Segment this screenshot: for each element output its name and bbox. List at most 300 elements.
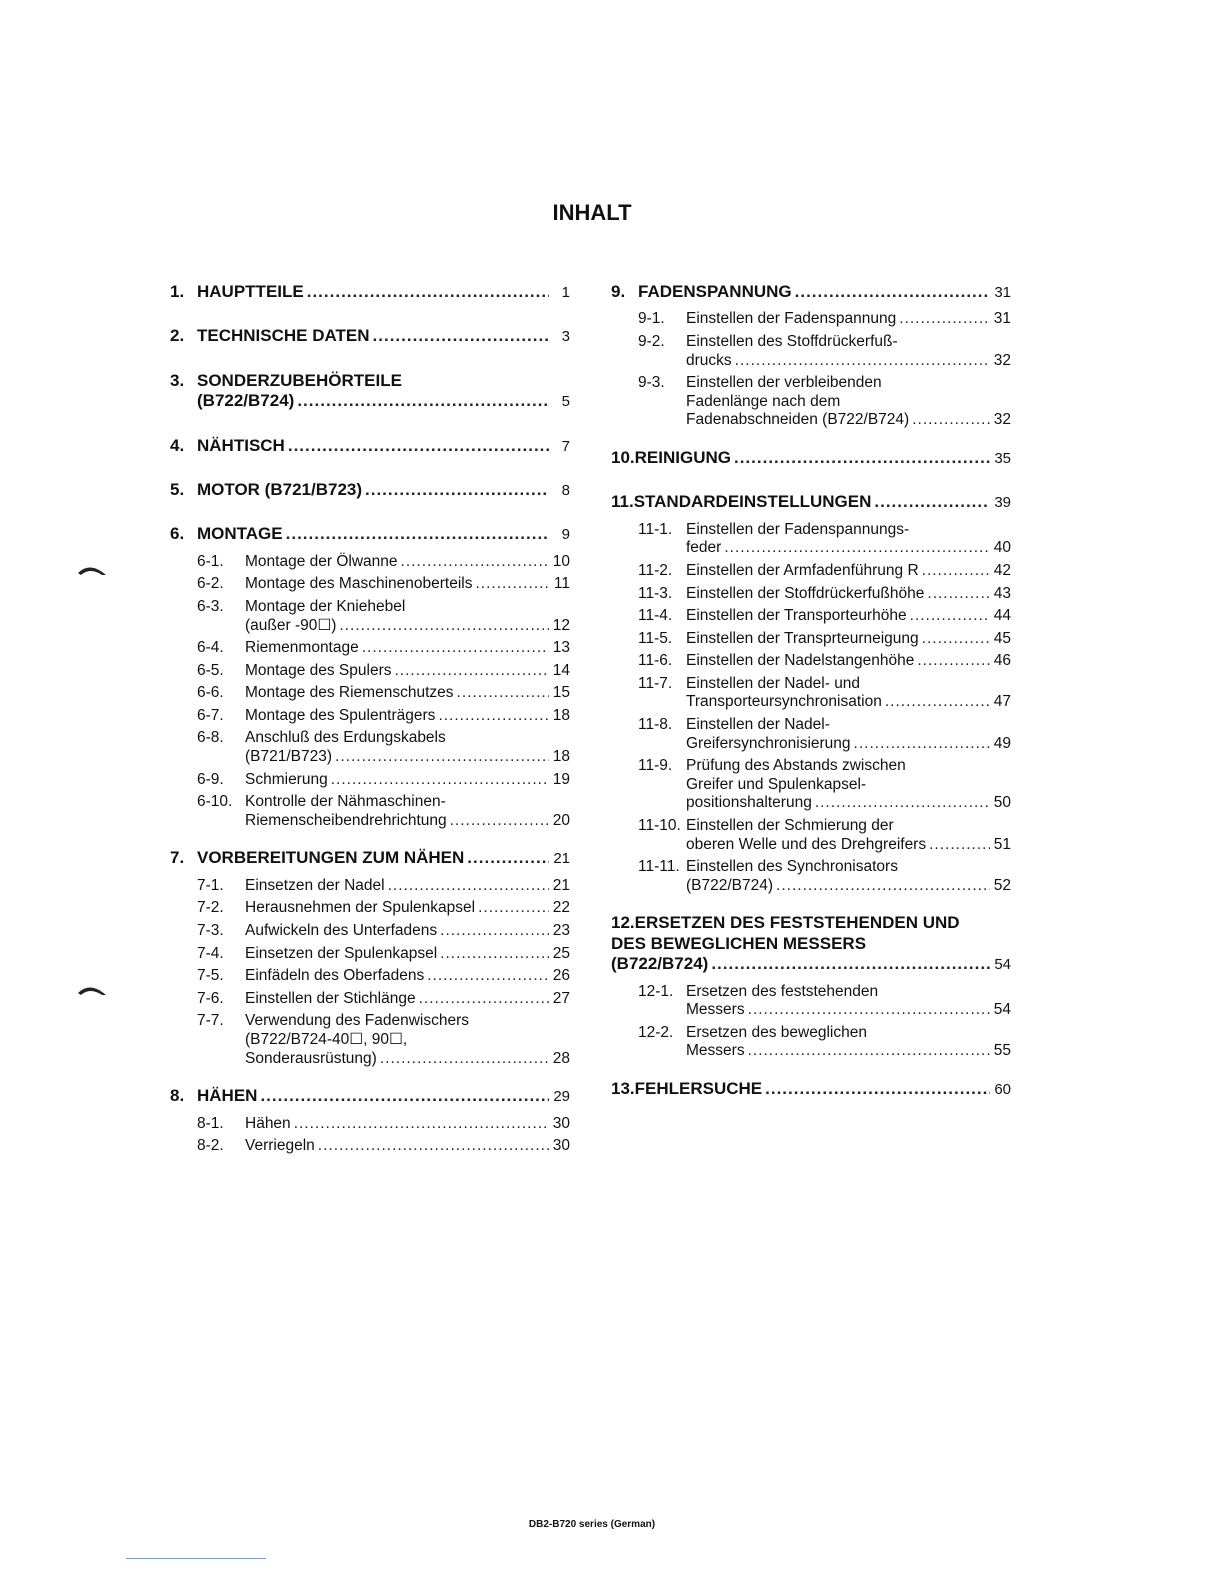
dot-leader [922,630,990,649]
dot-leader [929,836,990,855]
dot-leader [450,812,549,831]
section-line [611,1079,1011,1099]
page-number: 21 [552,876,570,894]
section-line [197,326,570,346]
toc-subsection[interactable] [197,639,570,658]
subsection-body [686,310,1011,329]
section-body [197,480,570,500]
dot-leader [380,1050,549,1069]
subsection-body [686,630,1011,649]
toc-subsection[interactable] [197,729,570,766]
subsection-line [245,598,570,617]
subsection-title: Prüfung des Abstands zwischen [686,757,906,775]
toc-subsection[interactable] [638,858,1011,895]
subsection-number: 8-2. [197,1137,224,1155]
dot-leader [388,877,549,896]
subsection-number: 11-3. [638,584,673,602]
toc-subsection[interactable] [197,899,570,918]
section-number: 6. [170,524,185,544]
toc-subsection[interactable] [638,607,1011,626]
section-body [197,848,570,868]
subsection-title: Anschluß des Erdungskabels [245,729,446,747]
subsection-line [245,617,570,636]
page-number: 44 [993,607,1011,625]
subsection-title: Riemenscheibendrehrichtung [245,811,447,829]
dot-leader [440,945,549,964]
section-line [197,848,570,868]
subsection-title: Einstellen der Stoffdrückerfußhöhe [686,584,925,602]
toc-section[interactable] [611,282,1011,302]
toc-section[interactable] [170,326,570,346]
dot-leader [294,1115,549,1134]
subsection-title: positionshalterung [686,794,812,812]
section-line [197,1086,570,1106]
page-number: 21 [553,850,570,868]
section-number: 8. [170,1086,185,1106]
page-number: 3 [561,328,570,346]
section-title: 10.REINIGUNG [611,447,731,467]
toc-section[interactable] [170,282,570,302]
subsection-title: feder [686,539,722,557]
subsection-line [245,922,570,941]
page-number: 47 [993,693,1011,711]
subsection-body [686,607,1011,626]
subsection-title: Ersetzen des feststehenden [686,982,879,1000]
subsection-title: Fadenlänge nach dem [686,392,841,410]
subsection-line [245,662,570,681]
subsection-body [686,652,1011,671]
section-body [197,1086,570,1106]
subsection-title: Einstellen der Nadel- [686,716,830,734]
dot-leader [373,326,549,346]
page-number: 5 [561,393,570,411]
dot-leader [854,735,990,754]
dot-leader [307,282,549,302]
section-number: 3. [170,370,185,390]
toc-subsection[interactable] [638,675,1011,712]
section-title: MONTAGE [197,524,283,544]
subsection-body [245,707,570,726]
page-number: 31 [994,284,1011,301]
section-line [611,954,1011,974]
dot-leader [765,1079,990,1099]
page-number: 22 [552,899,570,917]
binding-mark-icon [76,983,110,997]
page-number: 42 [993,561,1011,579]
page-number: 13 [552,639,570,657]
subsection-body [245,729,570,766]
section-number: 5. [170,479,185,499]
subsection-line [686,877,1011,896]
page-number: 19 [552,770,570,788]
section-body [611,448,1011,468]
toc-subsection[interactable] [638,757,1011,813]
dot-leader [297,391,549,411]
toc-subsection[interactable] [197,967,570,986]
section-title: (B722/B724) [611,954,709,974]
subsection-title: oberen Welle und des Drehgreifers [686,835,927,853]
subsection-body [686,374,1011,430]
subsection-title: Einstellen der Schmierung der [686,817,894,835]
subsection-title: Einstellen des Synchronisators [686,858,898,876]
subsection-line [245,877,570,896]
section-line [197,371,570,391]
subsection-number: 6-1. [197,552,224,570]
subsection-title: (B721/B723) [245,748,333,766]
toc-subsection[interactable] [638,652,1011,671]
toc-subsection[interactable] [638,310,1011,329]
subsection-title: Einstellen der Transporteurhöhe [686,607,907,625]
toc-subsection[interactable] [197,662,570,681]
toc-section[interactable] [611,492,1011,512]
subsection-number: 11-4. [638,607,673,625]
toc-subsection[interactable] [197,990,570,1009]
toc-subsection[interactable] [197,575,570,594]
toc-subsection[interactable] [638,716,1011,753]
section-number: 4. [170,435,185,455]
subsection-title: Einstellen der verbleibenden [686,374,882,392]
toc-subsection[interactable] [638,374,1011,430]
subsection-body [686,817,1011,854]
dot-leader [286,524,549,544]
section-body [197,436,570,456]
toc-subsection[interactable] [638,817,1011,854]
page-number: 55 [993,1042,1011,1060]
subsection-line [686,652,1011,671]
page-number: 8 [561,481,570,499]
dot-leader [427,967,549,986]
subsection-number: 11-11. [638,858,680,876]
toc-subsection[interactable] [197,553,570,572]
subsection-title: Herausnehmen der Spulenkapsel [245,899,476,917]
subsection-body [245,793,570,830]
subsection-line [245,771,570,790]
subsection-line [686,607,1011,626]
section-line [197,480,570,500]
subsection-line [245,1115,570,1134]
subsection-body [686,521,1011,558]
page-number: 14 [552,661,570,679]
subsection-number: 7-2. [197,899,224,917]
toc-section[interactable] [611,448,1011,468]
section-title: TECHNISCHE DATEN [197,326,370,346]
subsection-body [245,598,570,635]
subsection-line [686,776,1011,795]
subsection-title: Einsetzen der Spulenkapsel [245,944,438,962]
toc-left-column [170,282,570,1174]
section-title: 11.STANDARDEINSTELLUNGEN [611,492,872,512]
toc-section[interactable] [170,848,570,868]
toc-subsection[interactable] [197,598,570,635]
section-number: 2. [170,326,185,346]
section-title: FADENSPANNUNG [638,282,792,301]
subsection-body [686,983,1011,1020]
toc-section[interactable] [170,436,570,456]
subsection-title: Montage der Kniehebel [245,597,406,615]
dot-leader [776,877,990,896]
subsection-line [245,899,570,918]
subsection-line [245,729,570,748]
section-line [611,492,1011,512]
dot-leader [815,794,990,813]
subsection-line [245,748,570,767]
page-number: 30 [552,1114,570,1132]
dot-leader [419,990,549,1009]
subsection-title: Schmierung [245,770,328,788]
dot-leader [260,1086,549,1106]
dot-leader [922,562,990,581]
subsection-line [686,693,1011,712]
dot-leader [401,553,549,572]
dot-leader [478,899,549,918]
dot-leader [394,662,549,681]
subsection-line [245,707,570,726]
toc-subsection[interactable] [197,922,570,941]
section-line [611,913,1011,933]
subsection-body [686,562,1011,581]
toc-subsection[interactable] [197,684,570,703]
dot-leader [795,282,990,302]
section-title: DES BEWEGLICHEN MESSERS [611,933,867,953]
toc-section[interactable] [170,1086,570,1106]
subsection-title: Sonderausrüstung) [245,1049,377,1067]
subsection-body [245,1137,570,1156]
subsection-line [686,539,1011,558]
subsection-number: 6-2. [197,575,224,593]
subsection-number: 9-1. [638,310,665,328]
page-number: 54 [993,1001,1011,1019]
page-number: 49 [993,734,1011,752]
section-body [611,1079,1011,1099]
subsection-title: Einsetzen der Nadel [245,876,385,894]
page-number: 28 [552,1049,570,1067]
page-number: 39 [994,494,1011,512]
dot-leader [467,848,549,868]
toc-subsection[interactable] [638,585,1011,604]
section-title: MOTOR (B721/B723) [197,479,363,499]
subsection-body [245,967,570,986]
dot-leader [748,1042,990,1061]
toc-subsection[interactable] [638,983,1011,1020]
section-line [197,282,570,302]
subsection-number: 7-1. [197,876,224,894]
page-number: 52 [993,876,1011,894]
subsection-body [245,553,570,572]
subsection-title: Einstellen der Fadenspannungs- [686,520,910,538]
toc-right-column [611,282,1011,1123]
dot-leader [331,771,549,790]
toc-section[interactable] [170,371,570,412]
section-number: 1. [170,282,185,301]
section-body [611,492,1011,512]
dot-leader [912,411,990,430]
page-number: 12 [552,616,570,634]
section-title: NÄHTISCH [197,435,285,455]
subsection-number: 11-2. [638,561,673,579]
subsection-number: 9-3. [638,374,665,392]
subsection-line [686,630,1011,649]
subsection-line [245,553,570,572]
section-title: (B722/B724) [197,391,295,411]
subsection-line [245,967,570,986]
subsection-line [686,858,1011,877]
dot-leader [917,652,990,671]
page-number: 26 [552,967,570,985]
page-number: 51 [993,835,1011,853]
toc-subsection[interactable] [638,562,1011,581]
subsection-body [686,858,1011,895]
subsection-title: Montage der Ölwanne [245,552,398,570]
subsection-number: 11-5. [638,629,673,647]
subsection-line [686,1001,1011,1020]
section-title: HAUPTTEILE [197,282,304,301]
toc-subsection[interactable] [197,1137,570,1156]
subsection-line [686,735,1011,754]
subsection-title: Kontrolle der Nähmaschinen- [245,793,446,811]
subsection-line [686,794,1011,813]
subsection-number: 6-10. [197,793,233,811]
subsection-body [245,639,570,658]
subsection-title: drucks [686,351,732,369]
page-number: 25 [552,944,570,962]
dot-leader [899,310,990,329]
binding-mark-icon [76,563,110,577]
section-body [638,282,1011,302]
page-number: 7 [561,437,570,455]
toc-subsection[interactable] [638,333,1011,370]
subsection-line [686,411,1011,430]
subsection-line [686,352,1011,371]
subsection-title: (außer -90☐) [245,616,337,634]
subsection-body [245,662,570,681]
page-number: 18 [552,706,570,724]
subsection-line [686,716,1011,735]
subsection-number: 6-7. [197,706,224,724]
dot-leader [910,607,990,626]
toc-subsection[interactable] [197,771,570,790]
subsection-line [686,333,1011,352]
dot-leader [288,436,549,456]
page-number: 32 [993,351,1011,369]
dot-leader [440,922,549,941]
subsection-title: Fadenabschneiden (B722/B724) [686,411,910,429]
section-title: 13.FEHLERSUCHE [611,1078,763,1098]
section-line [197,436,570,456]
page-number: 29 [553,1088,570,1106]
dot-leader [711,954,990,974]
toc-subsection[interactable] [197,793,570,830]
section-body [197,326,570,346]
toc-subsection[interactable] [197,1115,570,1134]
dot-leader [438,707,549,726]
page-number: 20 [552,811,570,829]
toc-subsection[interactable] [197,945,570,964]
toc-subsection[interactable] [638,630,1011,649]
subsection-number: 6-8. [197,729,224,747]
subsection-title: Verriegeln [245,1137,315,1155]
subsection-title: Greifer und Spulenkapsel- [686,775,867,793]
section-line [197,391,570,411]
subsection-number: 7-3. [197,922,224,940]
section-number: 9. [611,282,626,301]
dot-leader [927,585,990,604]
subsection-line [686,585,1011,604]
subsection-title: Einstellen der Transprteurneigung [686,629,919,647]
page-number: 60 [994,1080,1011,1098]
subsection-number: 6-5. [197,661,224,679]
page-number: 10 [552,552,570,570]
subsection-body [686,585,1011,604]
page-number: 15 [552,684,570,702]
subsection-body [245,945,570,964]
subsection-line [686,817,1011,836]
dot-leader [874,492,990,512]
toc-section[interactable] [170,480,570,500]
page-number: 45 [993,629,1011,647]
subsection-title: Einstellen des Stoffdrückerfuß- [686,332,898,350]
dot-leader [885,693,990,712]
toc-subsection[interactable] [197,1012,570,1068]
toc-subsection[interactable] [638,1024,1011,1061]
dot-leader [339,617,549,636]
toc-section[interactable] [170,524,570,544]
subsection-title: Einstellen der Stichlänge [245,989,416,1007]
footer-rule [126,1558,266,1559]
subsection-line [686,393,1011,412]
toc-section[interactable] [611,1079,1011,1099]
dot-leader [748,1001,990,1020]
subsection-line [686,675,1011,694]
subsection-body [245,877,570,896]
subsection-line [245,1012,570,1031]
toc-subsection[interactable] [197,707,570,726]
dot-leader [362,639,549,658]
subsection-number: 6-4. [197,639,224,657]
section-line [611,934,1011,954]
page-number: 1 [561,284,570,301]
subsection-title: Messers [686,1042,745,1060]
subsection-line [686,521,1011,540]
subsection-body [686,716,1011,753]
subsection-title: Verwendung des Fadenwischers [245,1012,470,1030]
subsection-title: Messers [686,1001,745,1019]
subsection-number: 12-1. [638,982,674,1000]
subsection-line [686,562,1011,581]
page-number: 43 [993,584,1011,602]
subsection-title: Montage des Riemenschutzes [245,684,454,702]
subsection-line [245,1031,570,1050]
subsection-title: Montage des Maschinenoberteils [245,575,473,593]
page-number: 46 [993,652,1011,670]
subsection-title: Ersetzen des beweglichen [686,1023,867,1041]
dot-leader [335,748,549,767]
subsection-number: 7-5. [197,967,224,985]
dot-leader [475,575,549,594]
subsection-title: Greifersynchronisierung [686,734,851,752]
subsection-number: 6-3. [197,597,224,615]
subsection-line [245,990,570,1009]
toc-subsection[interactable] [197,877,570,896]
page-number: 18 [552,748,570,766]
subsection-line [686,836,1011,855]
subsection-body [245,899,570,918]
page-title: INHALT [552,200,632,225]
toc-section[interactable] [611,913,1011,974]
section-number: 7. [170,848,185,868]
section-body [197,282,570,302]
section-title: VORBEREITUNGEN ZUM NÄHEN [197,848,465,868]
toc-subsection[interactable] [638,521,1011,558]
